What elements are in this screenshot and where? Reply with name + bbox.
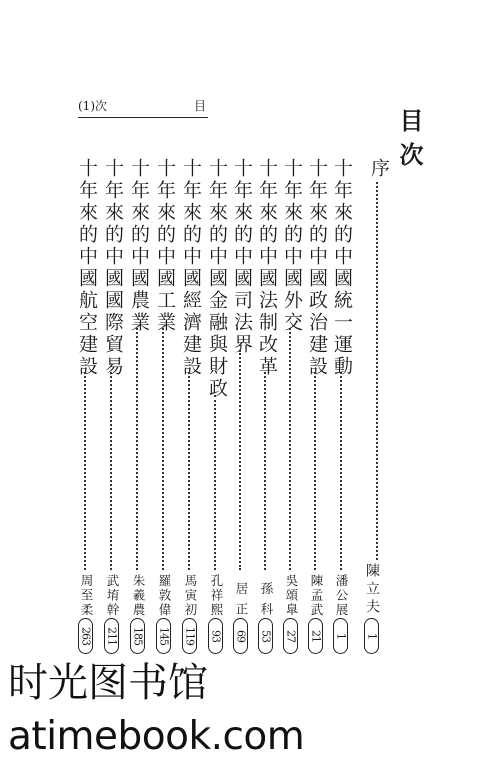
page-number-badge <box>130 618 145 654</box>
entry-author: 羅敦偉 <box>157 574 172 618</box>
entry-title: 十年來的中國農業 <box>128 158 150 334</box>
dot-leader <box>340 372 342 570</box>
header-title-label: 目 <box>193 99 206 113</box>
entry-author: 馬寅初 <box>183 574 198 618</box>
dot-leader <box>214 395 216 570</box>
page-number-badge <box>104 618 119 654</box>
entry-page: 119 <box>183 627 197 645</box>
entry-author: 周至柔 <box>79 574 94 618</box>
entry-author: 陳立夫 <box>364 563 380 617</box>
dot-leader <box>188 372 190 570</box>
entry-author: 朱羲農 <box>131 574 146 618</box>
entry-page: 211 <box>105 627 119 645</box>
entry-title: 十年來的中國法制改革 <box>256 158 278 378</box>
toc-title: 目次 <box>395 108 424 176</box>
entry-page: 145 <box>157 627 171 645</box>
dot-leader <box>136 328 138 570</box>
page-number-badge <box>308 618 323 654</box>
dot-leader <box>110 372 112 570</box>
entry-author: 吳頌臯 <box>284 574 299 618</box>
dot-leader <box>376 182 378 560</box>
entry-author: 武堉幹 <box>105 574 120 618</box>
entry-author: 陳孟武 <box>309 574 324 618</box>
dot-leader <box>162 328 164 570</box>
entry-title: 序 <box>368 158 390 180</box>
dot-leader <box>239 350 241 570</box>
entry-title: 十年來的中國司法界 <box>231 158 253 356</box>
dot-leader <box>264 372 266 570</box>
page-number-badge <box>333 618 348 654</box>
entry-page: 21 <box>309 630 323 642</box>
entry-page: 93 <box>209 630 223 642</box>
dot-leader <box>314 372 316 570</box>
watermark-line2: atimebook.com <box>8 714 305 759</box>
entry-title: 十年來的中國金融與財政 <box>206 158 228 400</box>
page-number-badge <box>258 618 273 654</box>
running-header <box>78 95 208 118</box>
watermark-line1: 时光图书馆 <box>8 660 208 706</box>
entry-page: 69 <box>234 630 248 642</box>
page-number-badge <box>156 618 171 654</box>
entry-page: 53 <box>259 630 273 642</box>
entry-page: 185 <box>131 627 145 645</box>
page-number-badge <box>78 618 93 654</box>
entry-page: 1 <box>334 633 348 639</box>
entry-page: 263 <box>79 627 93 645</box>
page-number-badge <box>233 618 248 654</box>
entry-author: 孔祥熙 <box>209 574 224 618</box>
entry-title: 十年來的中國政治建設 <box>306 158 328 378</box>
header-page-label: (1)次 <box>78 99 107 113</box>
page-number-badge <box>283 618 298 654</box>
entry-title: 十年來的中國外交 <box>281 158 303 334</box>
page-number-badge <box>208 618 223 654</box>
entry-page: 1 <box>365 633 379 639</box>
entry-author: 潘公展 <box>334 574 349 618</box>
entry-author: 孫科 <box>259 582 274 623</box>
entry-page: 27 <box>284 630 298 642</box>
entry-author: 居正 <box>234 582 249 623</box>
dot-leader <box>289 328 291 570</box>
page-number-badge <box>364 618 379 654</box>
entry-title: 十年來的中國經濟建設 <box>180 158 202 378</box>
page-number-badge <box>182 618 197 654</box>
dot-leader <box>84 372 86 570</box>
entry-title: 十年來的中國工業 <box>154 158 176 334</box>
entry-title: 十年來的中國國際貿易 <box>102 158 124 378</box>
entry-title: 十年來的中國統一運動 <box>331 158 353 378</box>
entry-title: 十年來的中國航空建設 <box>76 158 98 378</box>
